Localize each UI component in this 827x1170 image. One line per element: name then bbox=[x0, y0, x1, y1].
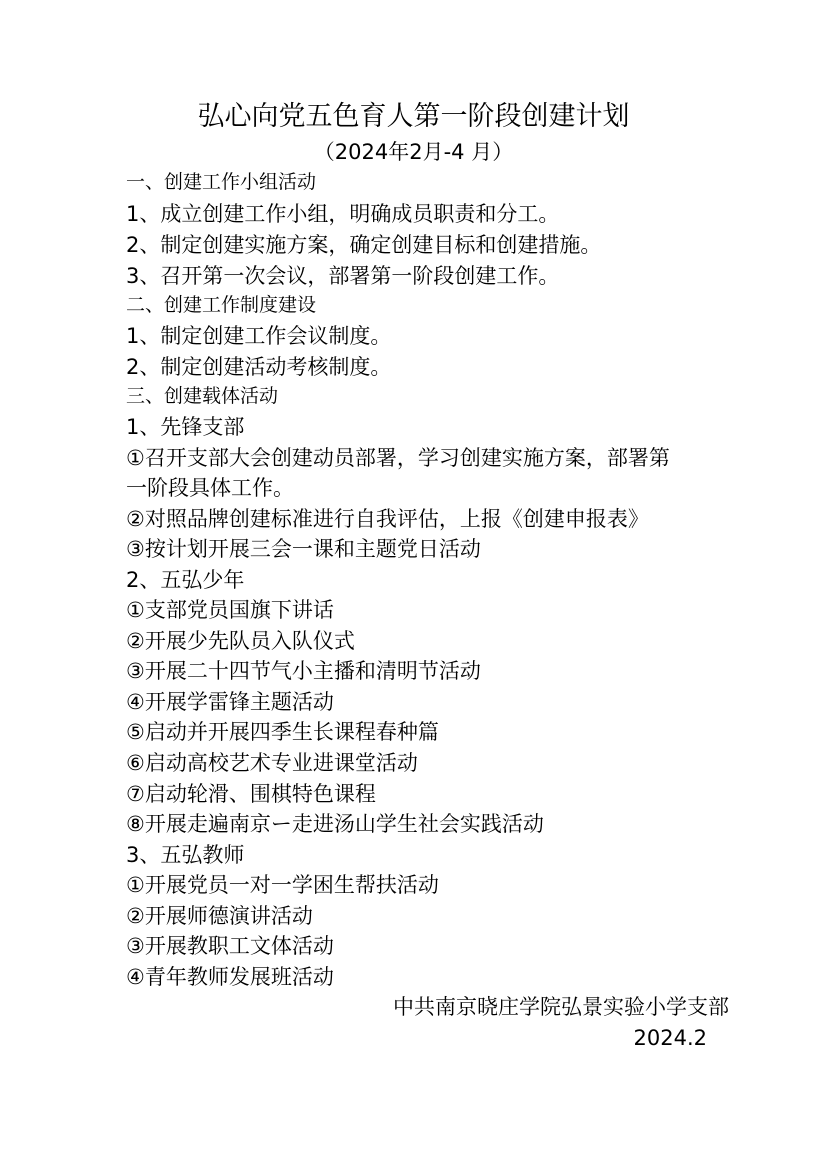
signature: 中共南京晓庄学院弘景实验小学支部 bbox=[393, 995, 729, 1019]
list-item: ①召开支部大会创建动员部署，学习创建实施方案，部署第 bbox=[126, 446, 670, 470]
list-item: ①支部党员国旗下讲话 bbox=[126, 598, 334, 622]
document-title: 弘心向党五色育人第一阶段创建计划 bbox=[197, 101, 630, 132]
list-item: ③按计划开展三会一课和主题党日活动 bbox=[126, 537, 481, 561]
section-heading-3: 三、创建载体活动 bbox=[126, 385, 279, 407]
list-item: ④开展学雷锋主题活动 bbox=[126, 690, 334, 714]
list-item: 1、制定创建工作会议制度。 bbox=[126, 324, 392, 348]
list-item: ⑤启动并开展四季生长课程春种篇 bbox=[126, 720, 439, 744]
list-item: ②开展少先队员入队仪式 bbox=[126, 629, 355, 653]
list-item: ③开展教职工文体活动 bbox=[126, 934, 334, 958]
list-item: ⑥启动高校艺术专业进课堂活动 bbox=[126, 751, 418, 775]
list-item: 2、制定创建活动考核制度。 bbox=[126, 355, 392, 379]
list-item-continuation: 一阶段具体工作。 bbox=[126, 476, 294, 500]
document-subtitle: （2024年2月-4 月） bbox=[313, 140, 514, 164]
group-label-five-hong-youth: 2、五弘少年 bbox=[126, 568, 245, 592]
section-heading-2: 二、创建工作制度建设 bbox=[126, 294, 317, 316]
document-date: 2024.2 bbox=[633, 1026, 707, 1050]
list-item: 2、制定创建实施方案，确定创建目标和创建措施。 bbox=[126, 233, 602, 257]
section-heading-1: 一、创建工作小组活动 bbox=[126, 171, 317, 193]
list-item: 1、成立创建工作小组，明确成员职责和分工。 bbox=[126, 202, 560, 226]
list-item: ⑦启动轮滑、围棋特色课程 bbox=[126, 782, 376, 806]
group-label-five-hong-teachers: 3、五弘教师 bbox=[126, 843, 245, 867]
list-item: ②开展师德演讲活动 bbox=[126, 904, 313, 928]
group-label-vanguard-branch: 1、先锋支部 bbox=[126, 415, 245, 439]
list-item: ⑧开展走遍南京ー走进汤山学生社会实践活动 bbox=[126, 812, 544, 836]
list-item: ①开展党员一对一学困生帮扶活动 bbox=[126, 873, 439, 897]
list-item: 3、召开第一次会议，部署第一阶段创建工作。 bbox=[126, 264, 560, 288]
list-item: ②对照品牌创建标准进行自我评估，上报《创建申报表》 bbox=[126, 507, 649, 531]
list-item: ④青年教师发展班活动 bbox=[126, 965, 334, 989]
list-item: ③开展二十四节气小主播和清明节活动 bbox=[126, 659, 481, 683]
